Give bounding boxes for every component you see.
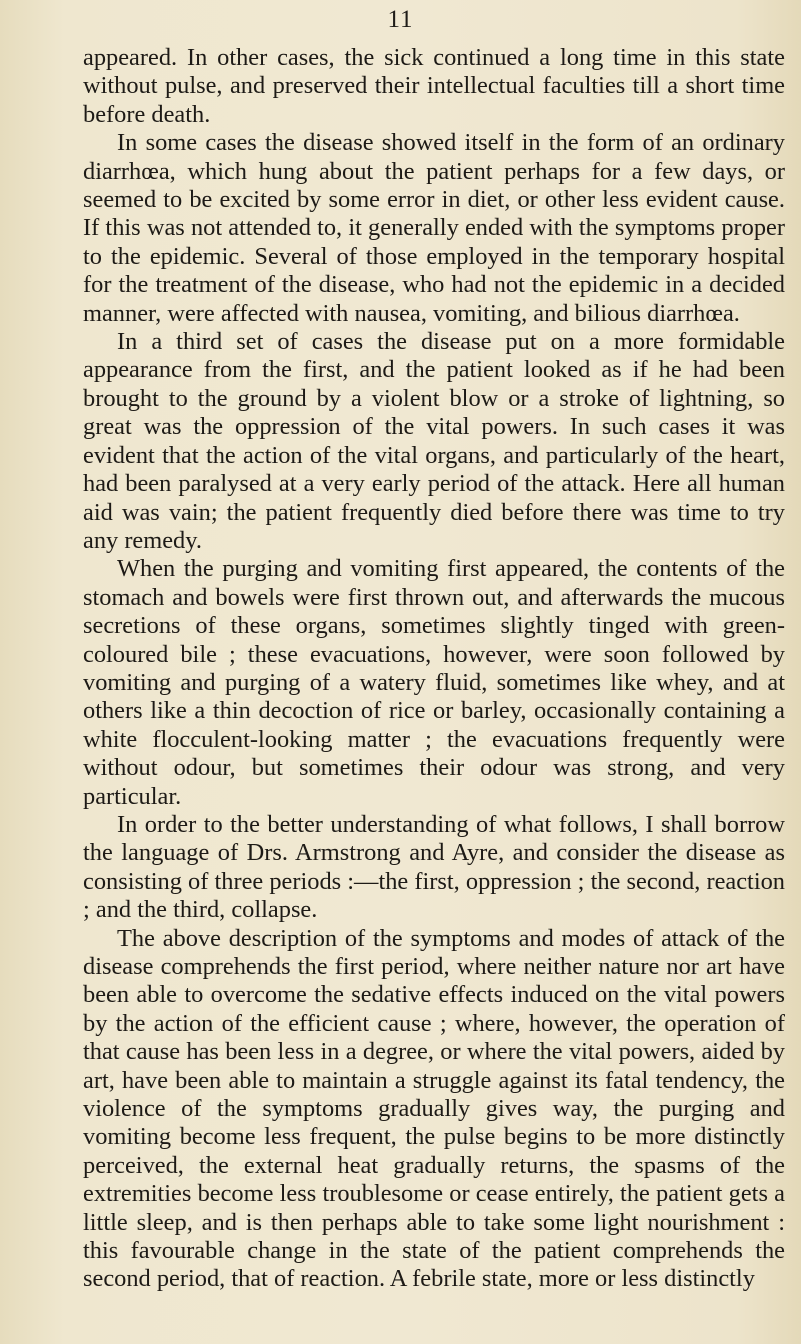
paragraph-purging-vomiting: When the purging and vomiting first appeared, the contents of the stomach and bowels were first thrown out, and afterwards the mucous secretions of these organs, sometimes slightly tinged with green-coloured bile ; these evacuations, however, were soon followed by vomiting and purging of a watery fluid, sometimes like whey, and at others like a thin decoction of rice or barley, occasionally containing a white flocculent-looking matter ; the evacuations frequently were without odour, but sometimes their odour was strong, and very particular.	[83, 555, 785, 810]
paragraph-continuation: appeared. In other cases, the sick continued a long time in this state without pulse, and preserved their intellectual faculties till a short time before death.	[83, 44, 785, 128]
paragraph-third-set-cases: In a third set of cases the disease put on a more formidable appearance from the first, and the patient looked as if he had been brought to the ground by a violent blow or a stroke of lightning, so great was the oppression of the vital powers. In such cases it was evident that the action of the vital organs, and particularly of the heart, had been paralysed at a very early period of the attack. Here all human aid was vain; the patient frequently died before there was time to try any remedy.	[83, 328, 785, 554]
page-body	[83, 44, 785, 1294]
page-number: 11	[387, 6, 414, 33]
paragraph-first-period: The above description of the symptoms and modes of attack of the disease comprehends the first period, where neither nature nor art have been able to overcome the sedative effects induced on the vital powers by the action of the efficient cause ; where, however, the operation of that cause has been less in a degree, or where the vital powers, aided by art, have been able to maintain a struggle against its fatal tendency, the violence of the symptoms gradually gives way, the purging and vomiting become less frequent, the pulse begins to be more distinctly perceived, the external heat gradually returns, the spasms of the extremities become less troublesome or cease entirely, the patient gets a little sleep, and is then perhaps able to take some light nourishment : this favourable change in the state of the patient comprehends the second period, that of reaction. A febrile state, more or less distinctly	[83, 924, 785, 1293]
paragraph-diarrhoea-cases: In some cases the disease showed itself in the form of an ordinary diarrhœa, which hung about the patient perhaps for a few days, or seemed to be excited by some error in diet, or other less evident cause. If this was not attended to, it generally ended with the symptoms proper to the epidemic. Several of those employed in the temporary hospital for the treatment of the disease, who had not the epidemic in a decided manner, were affected with nausea, vomiting, and bilious diarrhœa.	[83, 129, 785, 327]
paragraph-three-periods: In order to the better understanding of what follows, I shall borrow the language of Drs. Armstrong and Ayre, and consider the disease as consisting of three periods :—the first, oppression ; the second, reaction ; and the third, collapse.	[83, 810, 785, 924]
